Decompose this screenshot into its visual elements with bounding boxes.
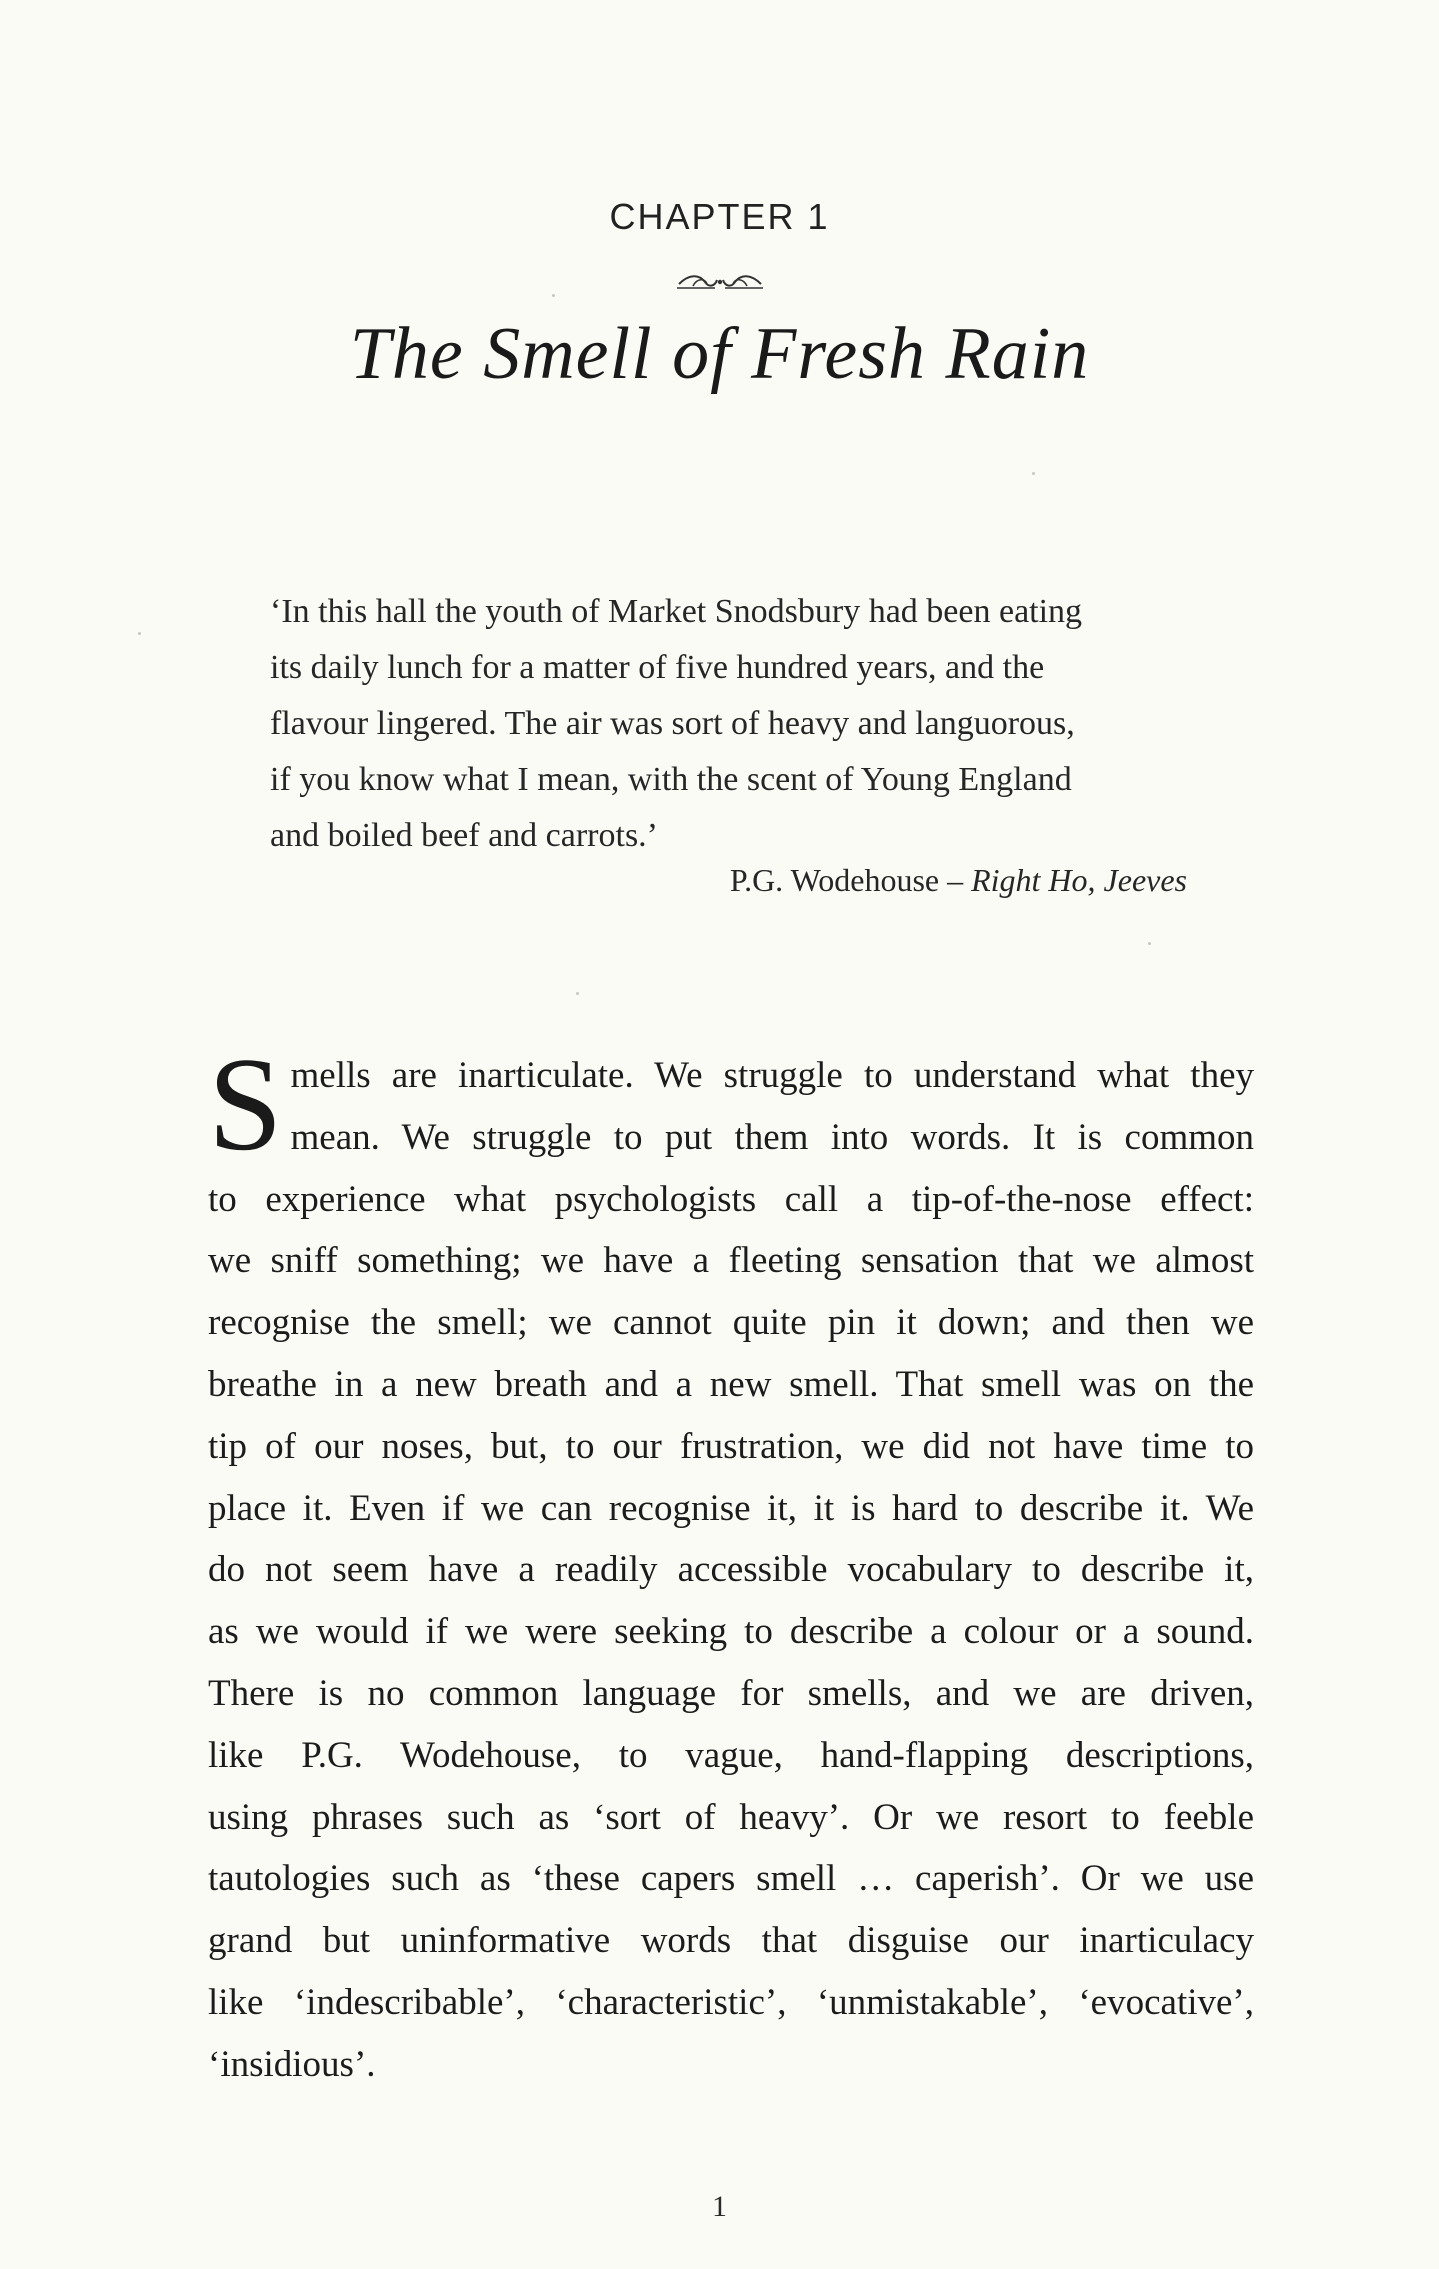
epigraph-line: and boiled beef and carrots.’: [270, 817, 658, 854]
epigraph-attribution: [730, 862, 1187, 899]
body-line: we sniff something; we have a fleeting sensation that we almost: [208, 1240, 1254, 1282]
body-line: grand but uninformative words that disguise our inarticulacy: [208, 1920, 1254, 1962]
body-line: like ‘indescribable’, ‘characteristic’, ‘unmistakable’, ‘evocative’,: [208, 1981, 1254, 2023]
body-line: tautologies such as ‘these capers smell … caperish’. Or we use: [208, 1858, 1254, 1900]
body-paragraph: [208, 1030, 1254, 2096]
epigraph-line: its daily lunch for a matter of five hundred years, and the: [270, 649, 1045, 686]
epigraph: [270, 584, 1188, 864]
body-line: ‘insidious’.: [208, 2043, 376, 2085]
epigraph-line: ‘In this hall the youth of Market Snodsbury had been eating: [270, 593, 1083, 630]
ornament-flourish-icon: [675, 268, 765, 292]
epigraph-line: flavour lingered. The air was sort of heavy and languorous,: [270, 705, 1075, 742]
paper-speck: [1032, 472, 1035, 475]
epigraph-line: if you know what I mean, with the scent of Young England: [270, 761, 1072, 798]
body-line: like P.G. Wodehouse, to vague, hand-flapping descriptions,: [208, 1734, 1254, 1776]
body-line: There is no common language for smells, and we are driven,: [208, 1672, 1254, 1714]
chapter-label: CHAPTER 1: [609, 196, 830, 237]
attribution-work: Right Ho, Jeeves: [971, 862, 1187, 898]
paper-speck: [576, 992, 579, 995]
body-line: recognise the smell; we cannot quite pin it down; and then we: [208, 1302, 1254, 1344]
body-line: place it. Even if we can recognise it, it is hard to describe it. We: [208, 1487, 1254, 1529]
paper-speck: [1148, 942, 1151, 945]
body-line: to experience what psychologists call a tip-of-the-nose effect:: [208, 1178, 1254, 1220]
paper-speck: [138, 632, 141, 635]
body-line: mells are inarticulate. We struggle to understand what they: [290, 1055, 1254, 1096]
page-number: 1: [712, 2190, 727, 2223]
chapter-title: The Smell of Fresh Rain: [349, 313, 1090, 395]
attribution-author: P.G. Wodehouse –: [729, 862, 964, 898]
body-line: using phrases such as ‘sort of heavy’. Or we resort to feeble: [208, 1796, 1254, 1838]
body-line: do not seem have a readily accessible vocabulary to describe it,: [208, 1549, 1254, 1591]
body-line: tip of our noses, but, to our frustration, we did not have time to: [208, 1425, 1254, 1467]
body-line: as we would if we were seeking to describe a colour or a sound.: [208, 1611, 1254, 1653]
body-line: breathe in a new breath and a new smell. That smell was on the: [208, 1363, 1254, 1405]
body-line: mean. We struggle to put them into words. It is common: [290, 1116, 1254, 1158]
drop-cap: S: [208, 1030, 283, 1178]
paper-speck: [552, 294, 555, 297]
